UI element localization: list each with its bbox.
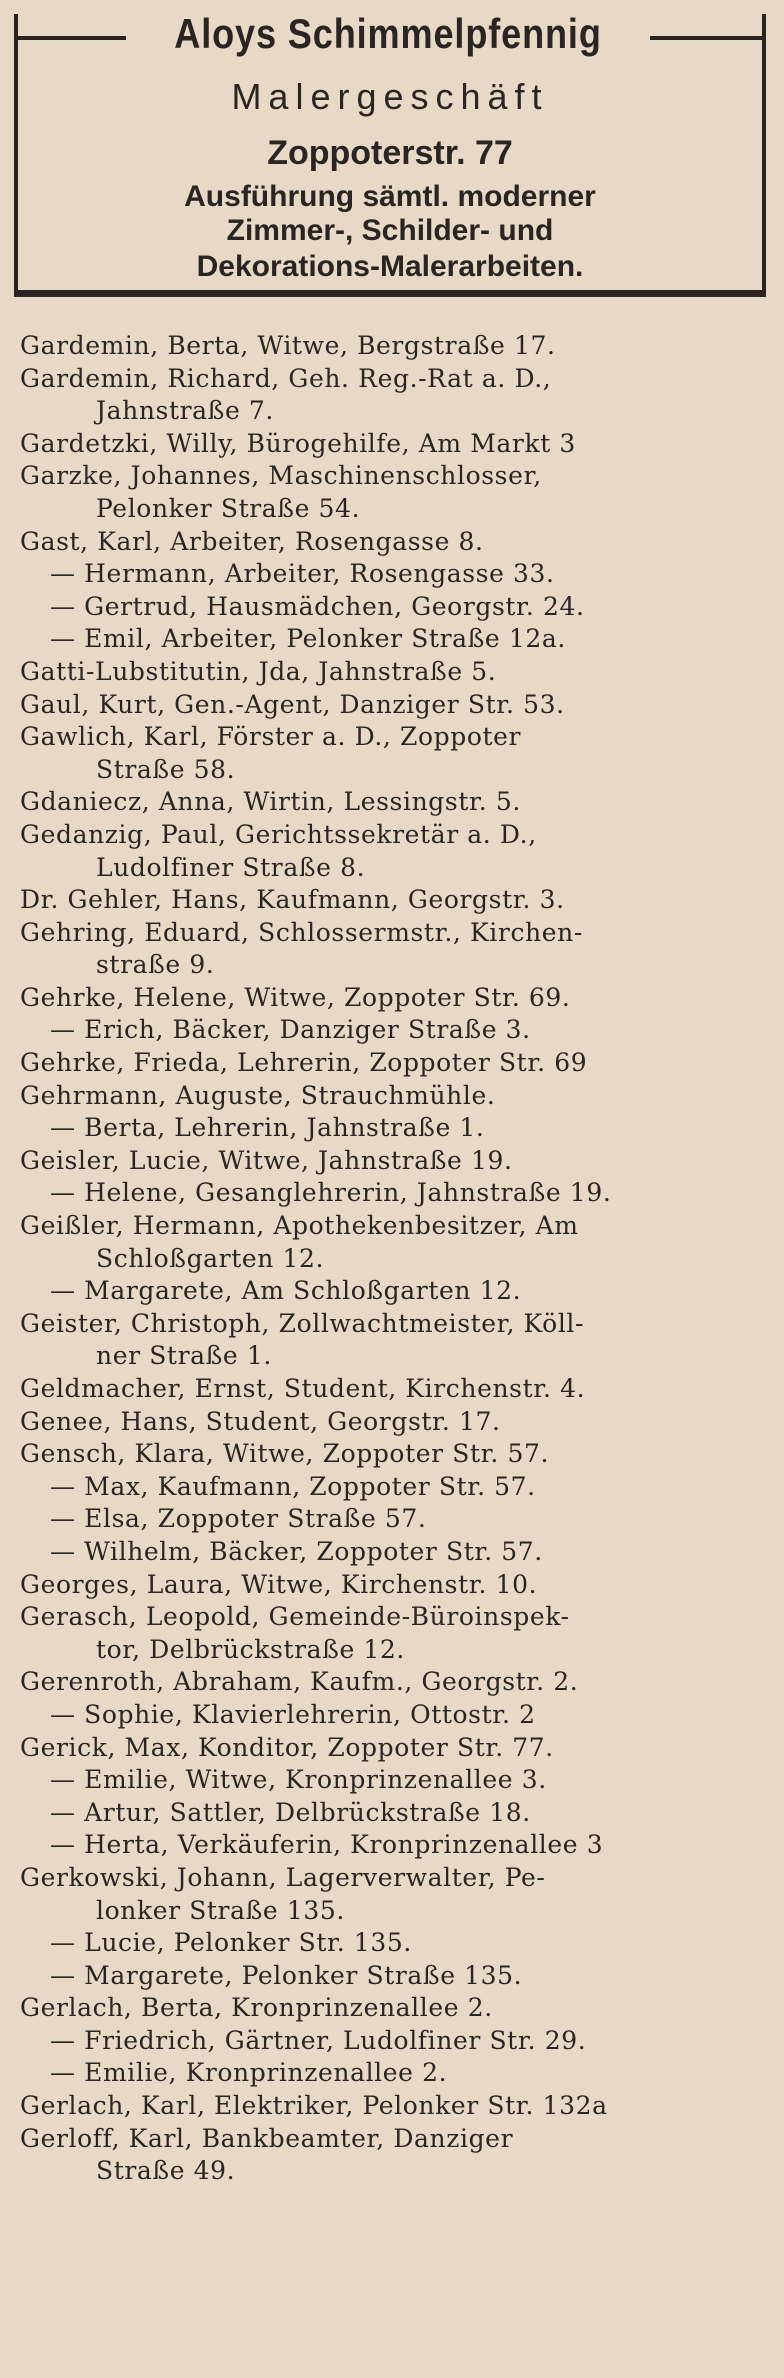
ad-trade: Malergeschäft (231, 76, 549, 117)
entry-sub-line: — Hermann, Arbeiter, Rosengasse 33. (50, 559, 555, 589)
entry-line: Genee, Hans, Student, Georgstr. 17. (20, 1406, 501, 1436)
entry-line: Gerlach, Berta, Kronprinzenallee 2. (20, 1993, 493, 2023)
entry-continuation: tor, Delbrückstraße 12. (96, 1634, 405, 1664)
entry-continuation: straße 9. (96, 950, 215, 980)
entry-continuation: ner Straße 1. (96, 1341, 272, 1371)
entry-line: Garzke, Johannes, Maschinenschlosser, (20, 461, 542, 491)
entry-sub-line: — Wilhelm, Bäcker, Zoppoter Str. 57. (50, 1536, 543, 1566)
entry-line: Gerasch, Leopold, Gemeinde-Büroinspek- (20, 1602, 570, 1632)
entry-sub-line: — Helene, Gesanglehrerin, Jahnstraße 19. (50, 1178, 612, 1208)
entry-line: Gensch, Klara, Witwe, Zoppoter Str. 57. (20, 1439, 550, 1469)
ad-address: Zoppoterstr. 77 (267, 134, 513, 172)
entry-line: Dr. Gehler, Hans, Kaufmann, Georgstr. 3. (20, 885, 565, 915)
entry-continuation: Schloßgarten 12. (96, 1243, 325, 1273)
entry-continuation: lonker Straße 135. (96, 1895, 345, 1925)
ad-service-line-1: Ausführung sämtl. moderner (184, 180, 596, 213)
entry-continuation: Pelonker Straße 54. (96, 493, 361, 523)
entry-line: Gdaniecz, Anna, Wirtin, Lessingstr. 5. (20, 787, 521, 817)
entry-sub-line: — Margarete, Pelonker Straße 135. (50, 1960, 523, 1990)
entry-sub-line: — Emilie, Kronprinzenallee 2. (50, 2058, 448, 2088)
entry-continuation: Straße 49. (96, 2156, 236, 2186)
entry-line: Gehrke, Helene, Witwe, Zoppoter Str. 69. (20, 982, 571, 1012)
entry-continuation: Jahnstraße 7. (96, 396, 274, 426)
entry-line: Geißler, Hermann, Apothekenbesitzer, Am (20, 1211, 579, 1241)
section-divider (14, 292, 766, 297)
entry-line: Georges, Laura, Witwe, Kirchenstr. 10. (20, 1569, 538, 1599)
entry-sub-line: — Gertrud, Hausmädchen, Georgstr. 24. (50, 591, 585, 621)
entry-sub-line: — Margarete, Am Schloßgarten 12. (50, 1276, 522, 1306)
entry-line: Geister, Christoph, Zollwachtmeister, Köll- (20, 1308, 585, 1338)
entry-line: Gardemin, Berta, Witwe, Bergstraße 17. (20, 331, 556, 360)
entry-line: Gehring, Eduard, Schlossermstr., Kirchen- (20, 917, 583, 947)
entry-line: Geisler, Lucie, Witwe, Jahnstraße 19. (20, 1145, 513, 1175)
entry-line: Gaul, Kurt, Gen.-Agent, Danziger Str. 53. (20, 689, 565, 719)
entry-sub-line: — Emil, Arbeiter, Pelonker Straße 12a. (50, 624, 566, 654)
ad-top-rule-right (650, 36, 766, 40)
entry-line: Gehrke, Frieda, Lehrerin, Zoppoter Str. 69 (20, 1048, 588, 1078)
ad-service-line-2: Zimmer-, Schilder- und (226, 214, 554, 247)
entry-line: Gedanzig, Paul, Gerichtssekretär a. D., (20, 819, 537, 849)
entry-continuation: Straße 58. (96, 754, 236, 784)
entry-sub-line: — Emilie, Witwe, Kronprinzenallee 3. (50, 1765, 547, 1795)
entry-sub-line: — Herta, Verkäuferin, Kronprinzenallee 3 (50, 1830, 604, 1860)
ad-business-name: Aloys Schimmelpfennig (174, 10, 602, 57)
entry-sub-line: — Artur, Sattler, Delbrückstraße 18. (50, 1797, 531, 1827)
entry-sub-line: — Friedrich, Gärtner, Ludolfiner Str. 29. (50, 2025, 587, 2055)
entry-line: Gawlich, Karl, Förster a. D., Zoppoter (20, 722, 522, 752)
ad-service-line-3: Dekorations-Malerarbeiten. (196, 250, 584, 283)
entry-line: Gerenroth, Abraham, Kaufm., Georgstr. 2. (20, 1667, 579, 1697)
entry-continuation: Ludolfiner Straße 8. (96, 852, 366, 882)
directory-entries (20, 330, 772, 2188)
entry-line: Gehrmann, Auguste, Strauchmühle. (20, 1080, 496, 1110)
entry-line: Gardemin, Richard, Geh. Reg.-Rat a. D., (20, 363, 552, 393)
entry-line: Gerloff, Karl, Bankbeamter, Danziger (20, 2123, 514, 2153)
entry-sub-line: — Max, Kaufmann, Zoppoter Str. 57. (50, 1471, 536, 1501)
entry-line: Gatti-Lubstitutin, Jda, Jahnstraße 5. (20, 656, 497, 686)
ad-top-rule-left (14, 36, 126, 40)
entry-line: Gardetzki, Willy, Bürogehilfe, Am Markt 3 (20, 428, 576, 458)
entry-sub-line: — Sophie, Klavierlehrerin, Ottostr. 2 (50, 1699, 536, 1729)
entry-line: Geldmacher, Ernst, Student, Kirchenstr. 4. (20, 1374, 586, 1403)
entry-sub-line: — Lucie, Pelonker Str. 135. (50, 1928, 412, 1958)
entry-line: Gast, Karl, Arbeiter, Rosengasse 8. (20, 526, 484, 556)
entry-line: Gerlach, Karl, Elektriker, Pelonker Str. 132a (20, 2091, 608, 2121)
entry-sub-line: — Elsa, Zoppoter Straße 57. (50, 1504, 427, 1534)
entry-line: Gerick, Max, Konditor, Zoppoter Str. 77. (20, 1732, 554, 1762)
entry-sub-line: — Erich, Bäcker, Danziger Straße 3. (50, 1015, 531, 1045)
entry-line: Gerkowski, Johann, Lagerverwalter, Pe- (20, 1862, 546, 1892)
entry-sub-line: — Berta, Lehrerin, Jahnstraße 1. (50, 1113, 485, 1143)
